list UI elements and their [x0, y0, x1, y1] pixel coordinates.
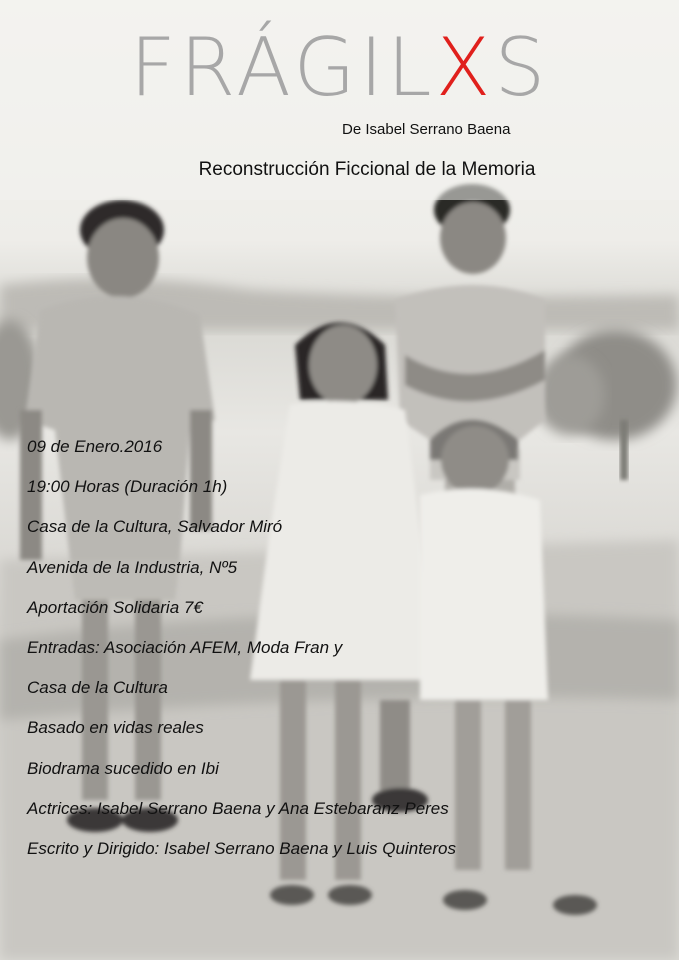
title-main: FRÁGIL	[129, 21, 436, 114]
info-venue: Casa de la Cultura, Salvador Miró	[27, 517, 283, 537]
info-biodrama: Biodrama sucedido en Ibi	[27, 758, 219, 778]
subtitle: Reconstrucción Ficcional de la Memoria	[198, 159, 536, 180]
info-based-on: Basado en vidas reales	[27, 718, 204, 738]
info-actresses: Actrices: Isabel Serrano Baena y Ana Estebaranz Peres	[27, 798, 449, 818]
info-price: Aportación Solidaria 7€	[27, 597, 203, 617]
info-date: 09 de Enero.2016	[27, 437, 163, 456]
event-info	[27, 437, 456, 879]
info-tickets-cont: Casa de la Cultura	[27, 678, 168, 698]
info-time: 19:00 Horas (Duración 1h)	[27, 477, 228, 497]
info-address: Avenida de la Industria, Nº5	[27, 557, 238, 577]
byline: De Isabel Serrano Baena	[342, 121, 511, 138]
poster-title	[0, 21, 679, 114]
info-credits: Escrito y Dirigido: Isabel Serrano Baena y Luis Quinteros	[27, 838, 456, 858]
title-accent: X	[435, 21, 495, 114]
title-end: S	[494, 21, 550, 114]
info-tickets: Entradas: Asociación AFEM, Moda Fran y	[27, 637, 343, 657]
